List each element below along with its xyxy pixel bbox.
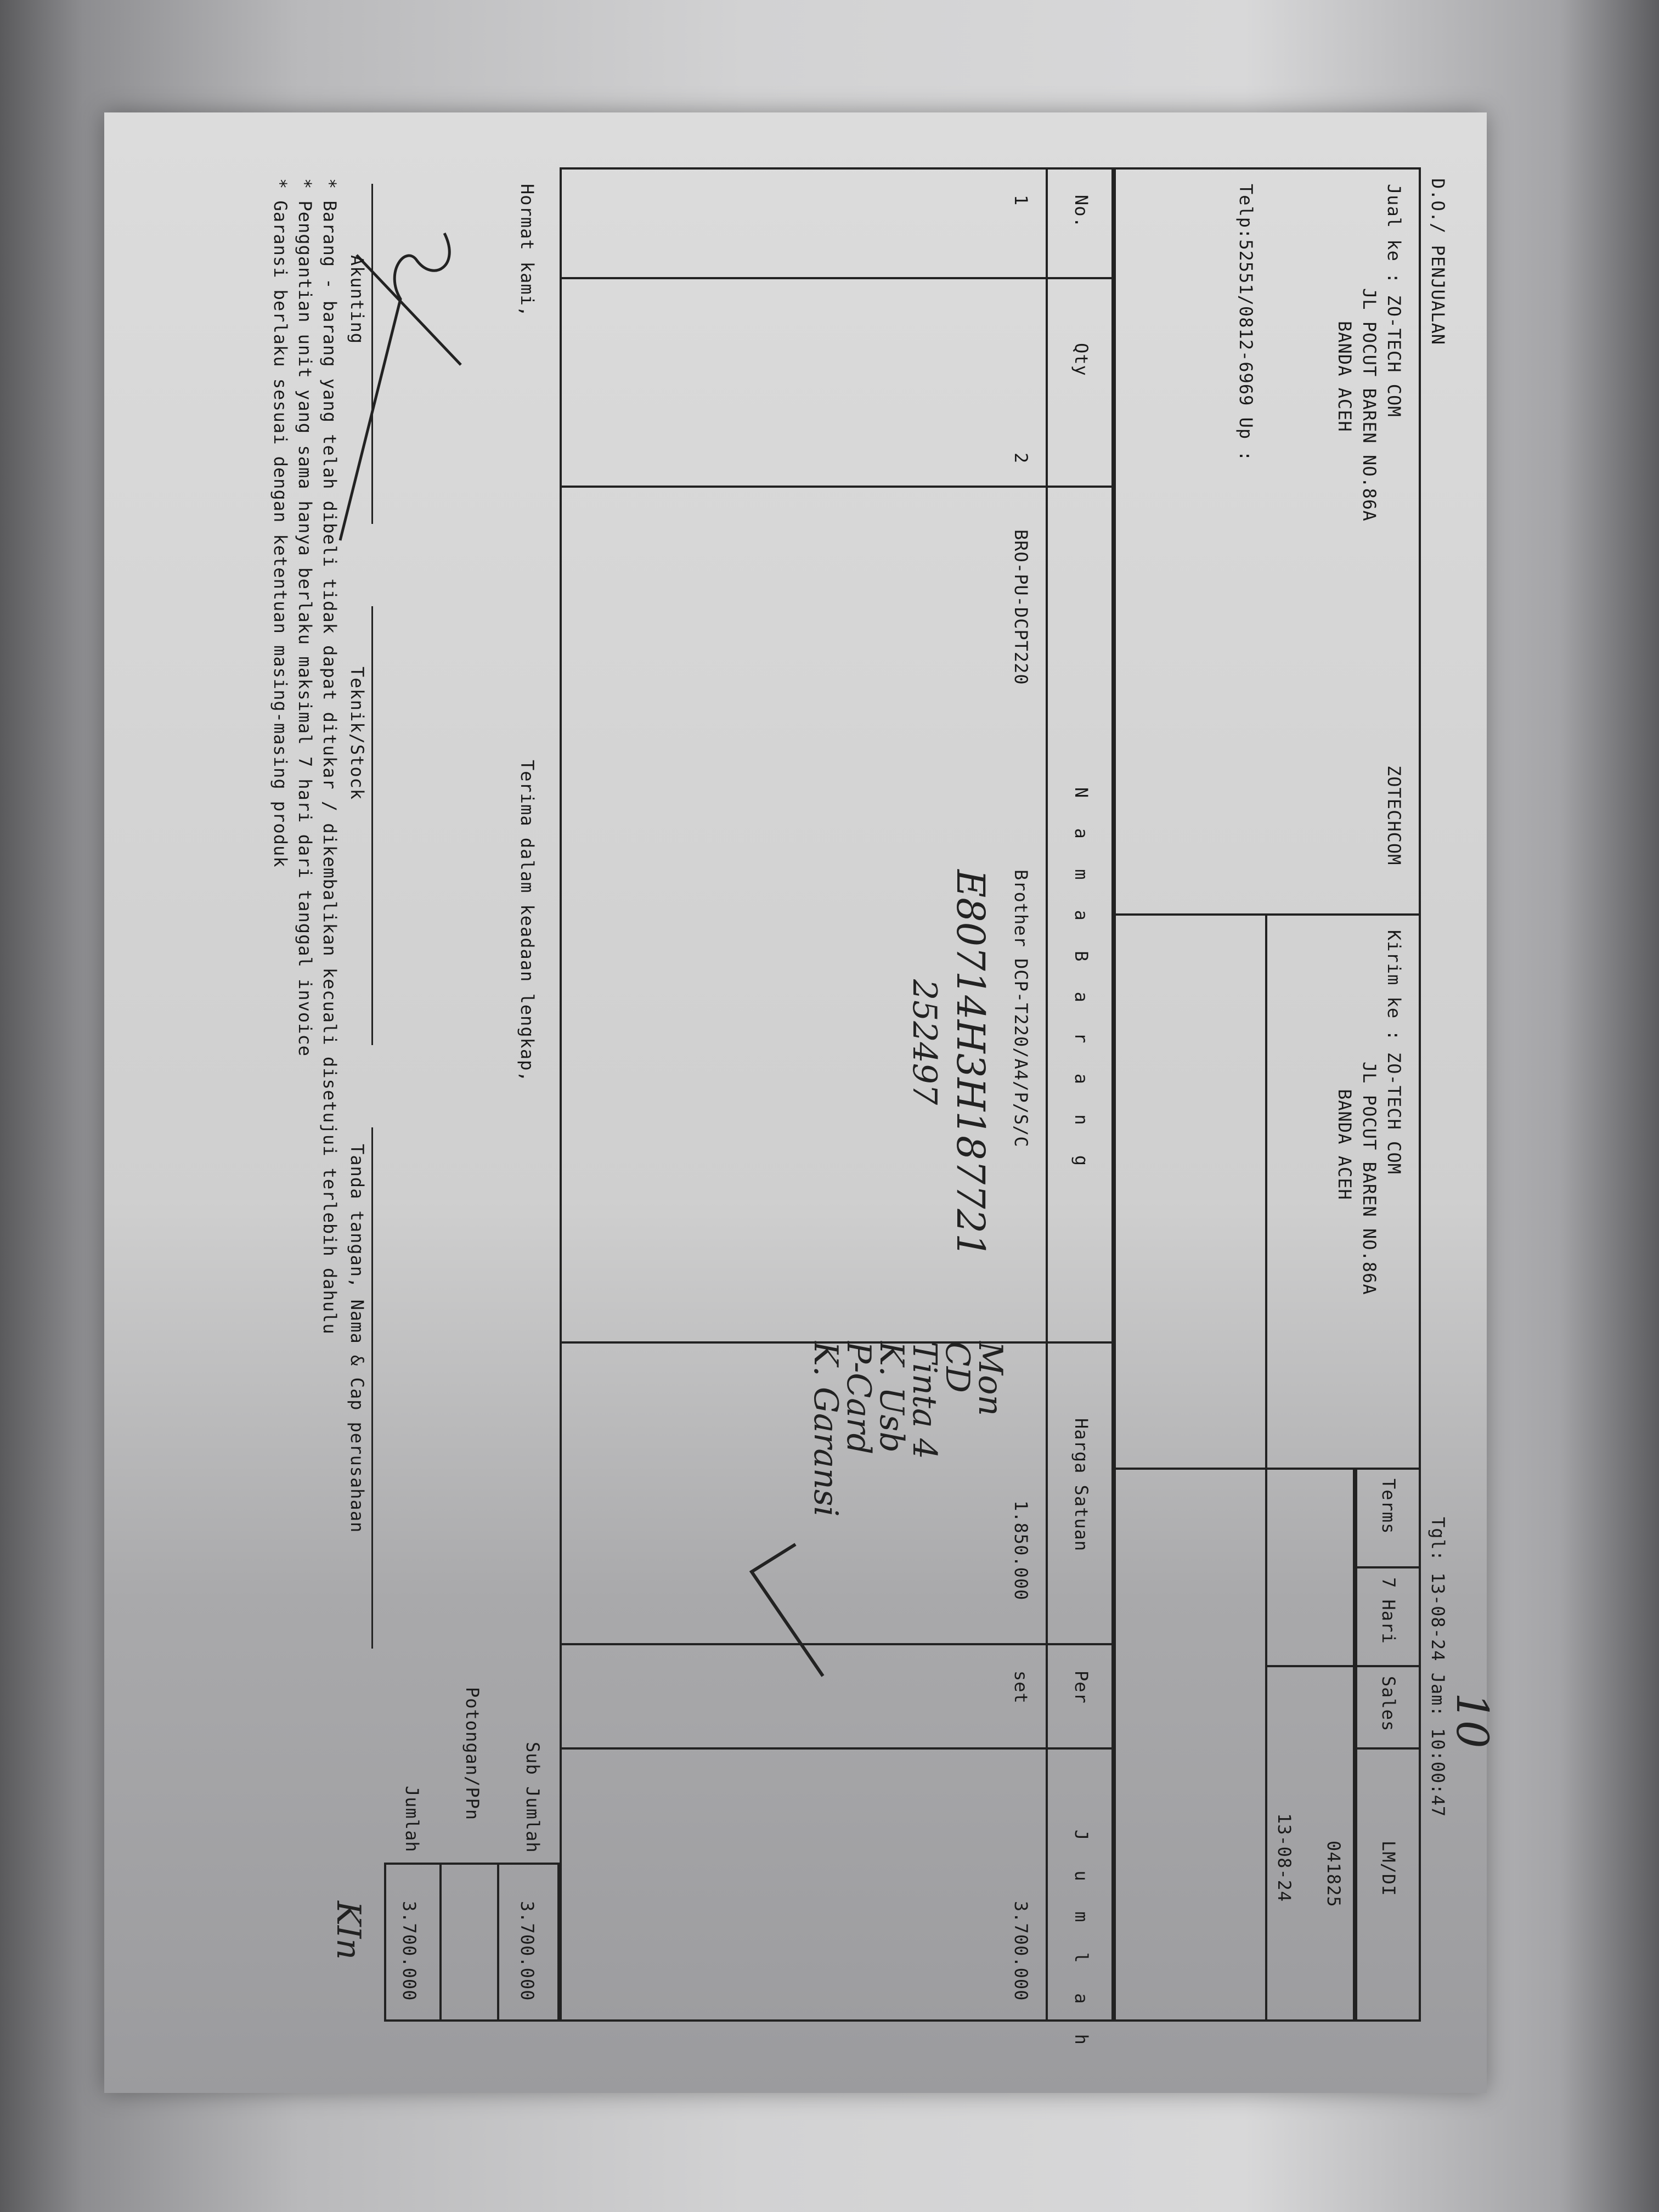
- row-no: 1: [1011, 195, 1031, 206]
- seller-line3: BANDA ACEH: [1334, 321, 1355, 432]
- col-per: [560, 1747, 1114, 1750]
- invoice-paper: [104, 112, 1498, 2093]
- row-name: Brother DCP-T220/A4/P/S/C: [1011, 870, 1031, 1148]
- received-text: Terima dalam keadaan lengkap,: [517, 760, 538, 1082]
- company-code: ZOTECHCOM: [1384, 765, 1404, 866]
- header-no: No.: [1071, 195, 1092, 228]
- totals-divider-1: [497, 1863, 499, 2022]
- meta-box: [1355, 1468, 1421, 2022]
- subtotal-label: Sub Jumlah: [522, 1742, 543, 1853]
- handwritten-note-mon: Mon: [971, 1341, 1009, 1417]
- regards-text: Hormat kami,: [517, 184, 538, 318]
- signature-line-company: [371, 1127, 373, 1649]
- handwritten-note-tinta: Tinta 4: [905, 1341, 944, 1459]
- ship-to-line2: JL POCUT BAREN NO.86A: [1359, 1062, 1380, 1295]
- seller-line1: Jual ke : ZO-TECH COM: [1384, 184, 1404, 417]
- meta-col-3: [1355, 1747, 1421, 1750]
- handwritten-check-icon: [741, 1539, 828, 1681]
- ship-to-line3: BANDA ACEH: [1334, 1089, 1355, 1200]
- header-divider: [1114, 913, 1421, 916]
- signature-accounting: Akunting: [347, 255, 368, 345]
- doc-date: 13-08-24: [1274, 1813, 1295, 1903]
- handwritten-serial-2: 252497: [905, 979, 944, 1105]
- date-line: Tgl: 13-08-24 Jam: 10:00:47: [1427, 1517, 1448, 1818]
- sales-label: Sales: [1378, 1676, 1399, 1732]
- signature-line-stock: [371, 606, 373, 1045]
- row-per: set: [1011, 1671, 1031, 1704]
- terms-label: Terms: [1378, 1479, 1399, 1534]
- col-qty: [560, 486, 1114, 488]
- col-no: [560, 277, 1114, 279]
- discount-label: Potongan/PPn: [462, 1687, 483, 1821]
- note-2: * Penggantian unit yang sama hanya berlaku maksimal 7 hari dari tanggal invoice: [295, 178, 315, 1057]
- handwritten-note-garansi: K. Garansi: [806, 1341, 845, 1517]
- header-price: Harga Satuan: [1071, 1418, 1092, 1552]
- totals-divider-2: [439, 1863, 442, 2022]
- signature-line-accounting: [371, 184, 373, 524]
- row-code: BRO-PU-DCPT220: [1011, 529, 1031, 685]
- handwritten-note-cd: CD: [938, 1341, 977, 1393]
- header-per: Per: [1071, 1671, 1092, 1704]
- ship-to-line1: Kirim ke : ZO-TECH COM: [1384, 930, 1404, 1175]
- doc-title: D.O./ PENJUALAN: [1427, 178, 1448, 345]
- contact-divider: [1265, 913, 1267, 2022]
- row-qty: 2: [1011, 453, 1031, 464]
- header-name: N a m a B a r a n g: [1071, 787, 1092, 1176]
- note-1: * Barang - barang yang telah dibeli tidak dapat ditukar / dikembalikan kecuali disetujui terlebih dahulu: [319, 178, 340, 1335]
- delivery-order-document: [115, 112, 1498, 2087]
- table-header-divider: [1046, 167, 1048, 2022]
- signature-company: Tanda tangan, Nama & Cap perusahaan: [347, 1144, 368, 1533]
- handwritten-top-mark: 10: [1447, 1692, 1498, 1748]
- header-qty: Qty: [1071, 343, 1092, 376]
- subtotal-value: 3.700.000: [517, 1901, 538, 2001]
- total-label: Jumlah: [402, 1786, 422, 1853]
- handwritten-initials: KIn: [329, 1901, 368, 1960]
- sales-value: LM/DI: [1378, 1841, 1399, 1897]
- seller-line2: JL POCUT BAREN NO.86A: [1359, 288, 1380, 522]
- meta-col-lower: [1267, 1665, 1355, 1667]
- note-3: * Garansi berlaku sesuai dengan ketentuan masing-masing produk: [270, 178, 291, 868]
- signature-stock: Teknik/Stock: [347, 667, 368, 800]
- terms-value: 7 Hari: [1378, 1577, 1399, 1644]
- row-amount: 3.700.000: [1011, 1901, 1031, 2001]
- col-price: [560, 1643, 1114, 1645]
- handwritten-note-pcard: P-Card: [839, 1341, 878, 1455]
- meta-col-2: [1355, 1665, 1421, 1667]
- handwritten-note-usb: K. Usb: [872, 1341, 911, 1453]
- meta-col-1: [1355, 1566, 1421, 1568]
- row-price: 1.850.000: [1011, 1500, 1031, 1601]
- handwritten-serial: E80714H3H187721: [948, 870, 993, 1258]
- seller-phone: Telp:52551/0812-6969 Up :: [1235, 184, 1256, 462]
- header-amount: J u m l a h: [1071, 1830, 1092, 2055]
- total-value: 3.700.000: [399, 1901, 420, 2001]
- doc-number: 041825: [1323, 1841, 1344, 1908]
